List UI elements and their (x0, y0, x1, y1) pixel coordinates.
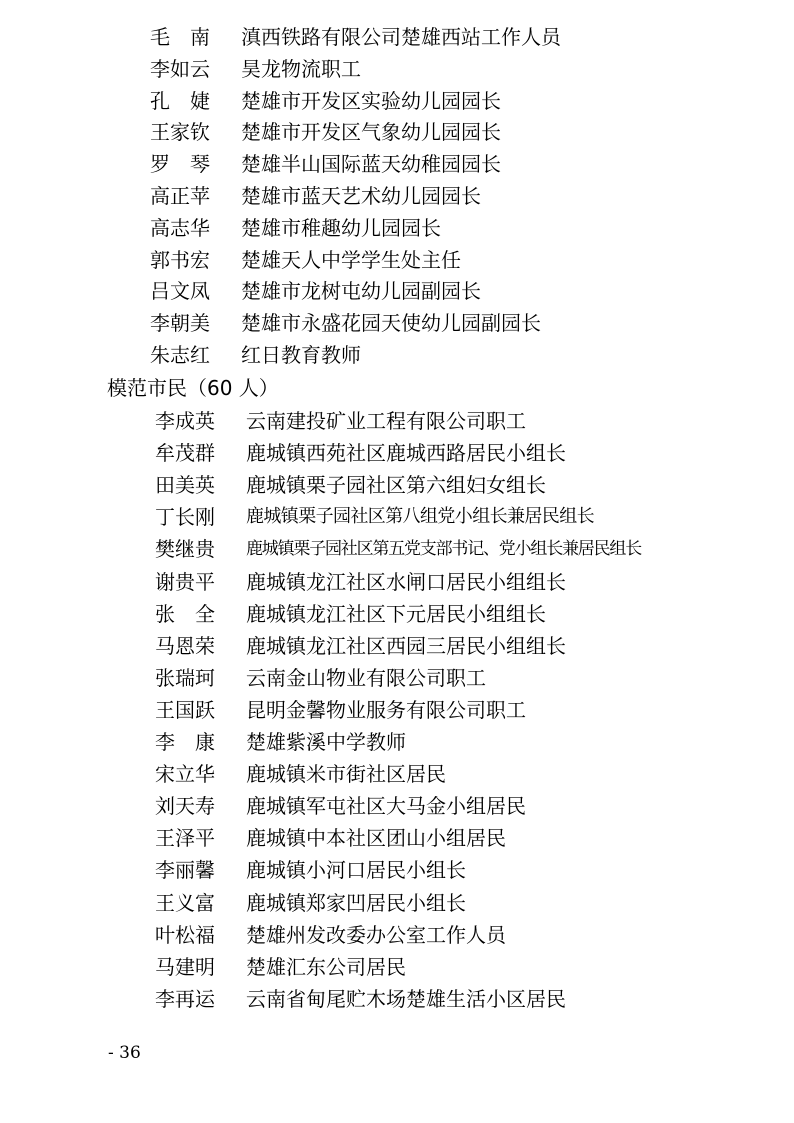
honoree-name: 张 全 (155, 601, 215, 626)
honoree-description: 楚雄市蓝天艺术幼儿园园长 (241, 184, 481, 208)
honoree-name: 张瑞珂 (155, 665, 215, 690)
honoree-description: 楚雄市开发区实验幼儿园园长 (241, 88, 501, 113)
honoree-name: 王义富 (155, 890, 215, 915)
honoree-description: 鹿城镇栗子园社区第六组妇女组长 (246, 473, 546, 498)
honoree-description: 鹿城镇郑家凹居民小组长 (246, 890, 466, 915)
honoree-name: 李成英 (155, 409, 215, 433)
honoree-description: 鹿城镇中本社区团山小组居民 (246, 826, 506, 851)
honoree-description: 鹿城镇栗子园社区第五党支部书记、党小组长兼居民组长 (246, 539, 641, 560)
honoree-name: 李再运 (155, 986, 215, 1011)
honoree-name: 李丽馨 (155, 858, 215, 883)
honoree-description: 楚雄紫溪中学教师 (246, 730, 406, 754)
honoree-name: 高志华 (150, 215, 210, 240)
honoree-description: 楚雄市永盛花园天使幼儿园副园长 (241, 311, 541, 336)
honoree-name: 王泽平 (155, 826, 215, 851)
page-number: - 36 (108, 1043, 141, 1063)
honoree-name: 郭书宏 (150, 247, 210, 272)
honoree-description: 昊龙物流职工 (241, 56, 361, 81)
honoree-description: 楚雄天人中学学生处主任 (241, 247, 461, 272)
honoree-description: 云南省甸尾贮木场楚雄生活小区居民 (246, 986, 566, 1011)
honoree-name: 马恩荣 (155, 633, 215, 658)
honoree-description: 昆明金馨物业服务有限公司职工 (246, 697, 526, 722)
honoree-name: 王家钦 (150, 120, 210, 145)
honoree-description: 云南金山物业有限公司职工 (246, 665, 486, 690)
honoree-name: 高正苹 (150, 184, 210, 208)
honoree-description: 楚雄市开发区气象幼儿园园长 (241, 120, 501, 145)
honoree-description: 楚雄市龙树屯幼儿园副园长 (241, 279, 481, 304)
honoree-description: 鹿城镇小河口居民小组长 (246, 858, 466, 883)
honoree-description: 楚雄半山国际蓝天幼稚园园长 (241, 152, 501, 177)
honoree-description: 鹿城镇龙江社区下元居民小组组长 (246, 601, 546, 626)
honoree-description: 楚雄州发改委办公室工作人员 (246, 922, 506, 947)
honoree-name: 孔 婕 (150, 88, 210, 113)
honoree-description: 楚雄汇东公司居民 (246, 954, 406, 979)
honoree-description: 鹿城镇米市街社区居民 (246, 762, 446, 787)
honoree-name: 王国跃 (155, 697, 215, 722)
honoree-description: 鹿城镇栗子园社区第八组党小组长兼居民组长 (246, 506, 594, 528)
honoree-name: 丁长刚 (155, 505, 215, 530)
honoree-name: 朱志红 (150, 343, 210, 367)
honoree-description: 滇西铁路有限公司楚雄西站工作人员 (241, 25, 561, 49)
honoree-name: 李 康 (155, 730, 215, 754)
honoree-name: 谢贵平 (155, 569, 215, 594)
honoree-description: 鹿城镇龙江社区西园三居民小组组长 (246, 633, 566, 658)
honoree-name: 宋立华 (155, 762, 215, 787)
honoree-name: 李如云 (150, 56, 210, 81)
honoree-name: 刘天寿 (155, 794, 215, 819)
honoree-name: 李朝美 (150, 311, 210, 336)
honoree-name: 罗 琴 (150, 152, 210, 177)
section-heading-model-citizens: 模范市民（60 人） (107, 376, 279, 400)
honoree-description: 鹿城镇军屯社区大马金小组居民 (246, 794, 526, 819)
honoree-name: 樊继贵 (155, 537, 215, 562)
honoree-name: 吕文凤 (150, 279, 210, 304)
honoree-description: 云南建投矿业工程有限公司职工 (246, 409, 526, 433)
honoree-name: 毛 南 (150, 25, 210, 49)
honoree-description: 红日教育教师 (241, 343, 361, 367)
honoree-name: 田美英 (155, 473, 215, 498)
honoree-name: 牟茂群 (155, 441, 215, 466)
honoree-name: 马建明 (155, 954, 215, 979)
honoree-description: 鹿城镇龙江社区水闸口居民小组组长 (246, 569, 566, 594)
honoree-name: 叶松福 (155, 922, 215, 947)
honoree-description: 鹿城镇西苑社区鹿城西路居民小组长 (246, 441, 566, 466)
honoree-description: 楚雄市稚趣幼儿园园长 (241, 215, 441, 240)
